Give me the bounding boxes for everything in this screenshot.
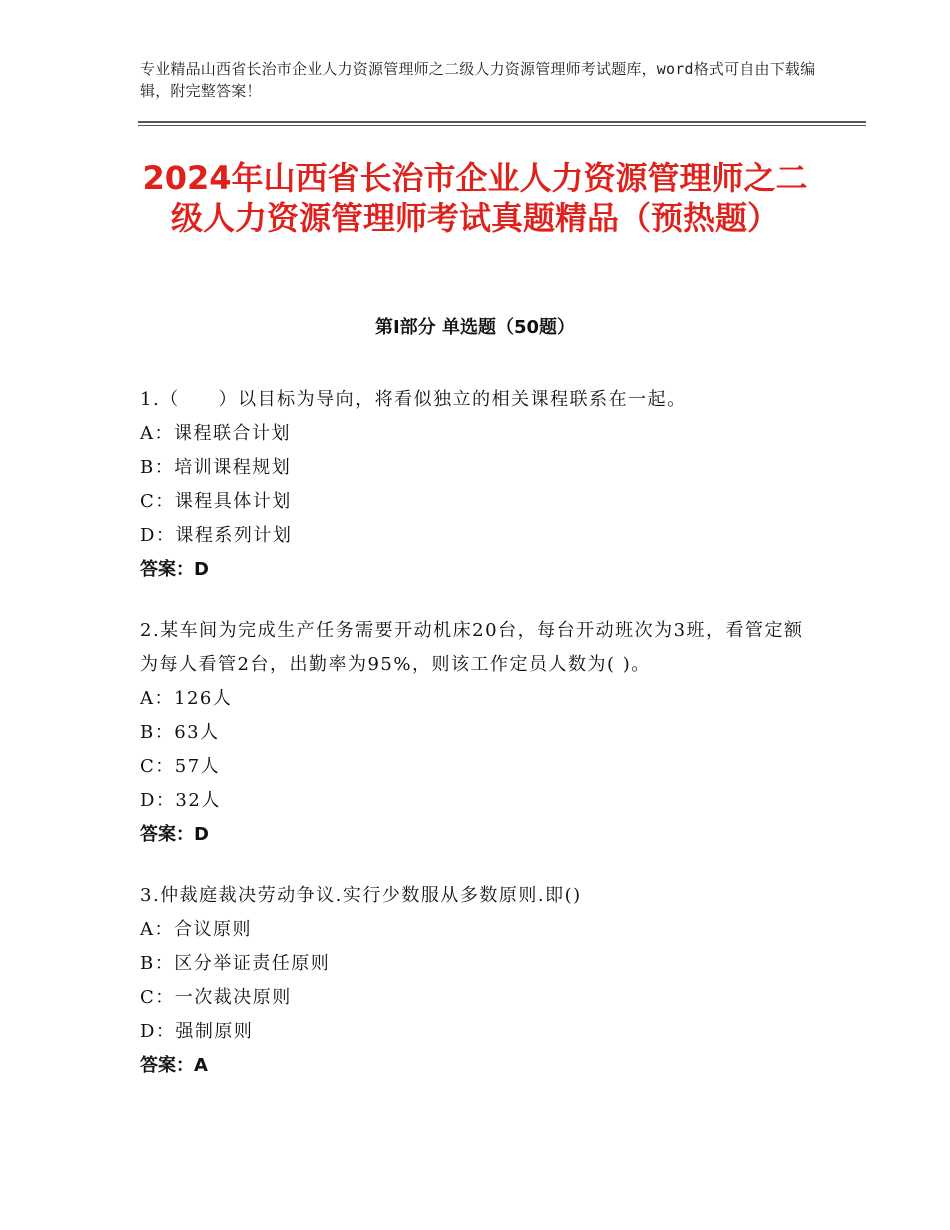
answer-line: 答案：D: [140, 559, 209, 580]
question-1: [140, 383, 820, 587]
header-note: 专业精品山西省长治市企业人力资源管理师之二级人力资源管理师考试题库，word格式可自由下载编辑，附完整答案！: [140, 60, 816, 100]
option-b: B：区分举证责任原则: [140, 953, 331, 974]
question-list: [140, 383, 820, 1110]
answer-line: 答案：D: [140, 824, 209, 845]
option-b: B：培训课程规划: [140, 457, 292, 478]
question-stem: 1.（ ）以目标为导向，将看似独立的相关课程联系在一起。: [140, 389, 687, 410]
option-a: A：合议原则: [140, 919, 252, 940]
question-3: [140, 879, 820, 1083]
option-c: C：57人: [140, 756, 221, 777]
question-stem: 3.仲裁庭裁决劳动争议.实行少数服从多数原则.即(): [140, 885, 582, 906]
option-c: C：一次裁决原则: [140, 987, 292, 1008]
answer-line: 答案：A: [140, 1055, 208, 1076]
section-heading: 第Ⅰ部分 单选题（50题）: [374, 317, 575, 338]
document-title: 2024年山西省长治市企业人力资源管理师之二级人力资源管理师考试真题精品（预热题）: [142, 159, 808, 237]
question-2: [140, 614, 820, 852]
question-stem: 2.某车间为完成生产任务需要开动机床20台，每台开动班次为3班，看管定额为每人看管2台，出勤率为95%，则该工作定员人数为( )。: [140, 620, 804, 675]
option-a: A：126人: [140, 688, 233, 709]
option-d: D：32人: [140, 790, 221, 811]
header-divider: [138, 121, 866, 126]
option-c: C：课程具体计划: [140, 491, 292, 512]
option-d: D：课程系列计划: [140, 525, 293, 546]
option-d: D：强制原则: [140, 1021, 254, 1042]
option-a: A：课程联合计划: [140, 423, 291, 444]
option-b: B：63人: [140, 722, 220, 743]
